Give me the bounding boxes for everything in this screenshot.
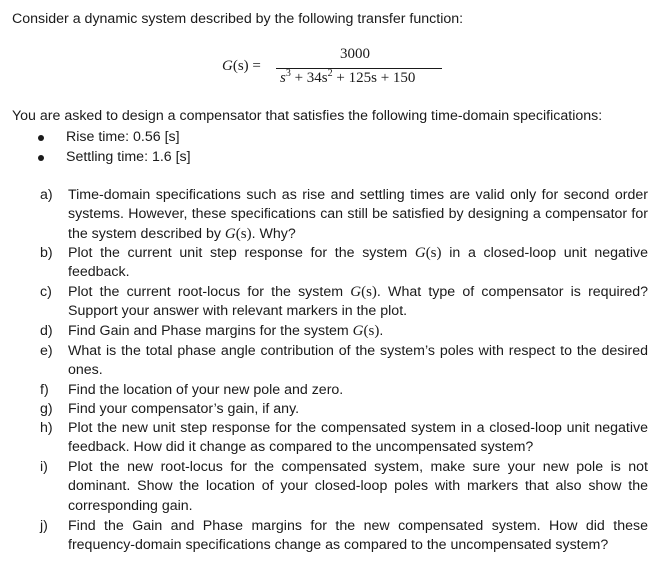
question-text-end: . Why? <box>251 225 296 242</box>
equation-lhs-symbol: G <box>222 58 233 74</box>
den-exp-2: 2 <box>327 68 333 79</box>
question-label: a) <box>40 187 53 203</box>
question-label: f) <box>40 382 49 398</box>
inline-math-gs: G(s) <box>414 245 442 261</box>
question-body: Plot the new unit step response for the compensated system in a closed-loop unit negative feedback. How did it change as compared to the uncompensated system? <box>68 420 648 456</box>
spec-settling-time: Settling time: 1.6 [s] <box>66 149 191 165</box>
question-label: c) <box>40 284 52 300</box>
question-body <box>68 186 648 244</box>
bullet-icon <box>38 155 44 161</box>
spec-rise-time: Rise time: 0.56 [s] <box>66 129 180 145</box>
question-body: What is the total phase angle contribution of the system’s poles with respect to the desired ones. <box>68 343 648 379</box>
intro-text: Consider a dynamic system described by the following transfer function: <box>12 11 464 27</box>
task-text: You are asked to design a compensator that satisfies the following time-domain specifications: <box>12 108 603 124</box>
inline-math-gs: G(s) <box>350 284 377 300</box>
question-body <box>68 244 648 283</box>
question-text: Plot the current unit step response for the system <box>68 245 415 261</box>
question-label: g) <box>40 401 53 417</box>
question-body <box>68 283 648 322</box>
question-label: d) <box>40 323 53 339</box>
question-label: i) <box>40 459 48 475</box>
question-b <box>40 244 648 283</box>
question-e <box>40 342 648 381</box>
den-exp-1: 3 <box>285 68 291 79</box>
fraction-bar <box>276 68 442 69</box>
question-j <box>40 517 648 556</box>
transfer-function-equation <box>222 46 452 90</box>
question-a <box>40 186 648 244</box>
question-d <box>40 322 648 341</box>
den-term-3: + 125s + 150 <box>332 70 416 86</box>
question-label: h) <box>40 420 53 436</box>
question-text: Time-domain specifications such as rise and settling times are valid only for second order systems. However, these specifications can still be satisfied by designing a compensator for the system described by <box>68 187 648 242</box>
den-term-2: + 34s <box>290 70 328 86</box>
question-i <box>40 458 648 516</box>
question-text: Plot the current root-locus for the system <box>68 284 351 300</box>
question-g <box>40 400 648 419</box>
question-label: e) <box>40 343 53 359</box>
question-c <box>40 283 648 322</box>
question-f <box>40 381 648 400</box>
question-body: Plot the new root-locus for the compensated system, make sure your new pole is not dominant. Show the location of your closed-loop poles with markers that also show the corresponding gain. <box>68 459 648 514</box>
inline-math-gs: G(s) <box>352 323 380 339</box>
question-label: j) <box>40 518 48 534</box>
equation-lhs <box>222 58 261 75</box>
inline-math-gs: G(s) <box>224 225 252 242</box>
question-body: Find your compensator’s gain, if any. <box>68 401 300 417</box>
question-body: Find the Gain and Phase margins for the new compensated system. How did these frequency-domain specifications change as compared to the uncompensated system? <box>68 518 648 554</box>
question-label: b) <box>40 245 53 261</box>
equation-lhs-arg: (s) = <box>232 58 261 74</box>
equation-numerator: 3000 <box>340 46 370 62</box>
den-term-1: s <box>280 70 286 86</box>
bullet-icon <box>38 135 44 141</box>
question-text-end: . What type of compensator is required? Support your answer with relevant markers in the plot. <box>68 284 649 320</box>
question-text: Find Gain and Phase margins for the system <box>68 323 353 339</box>
question-text-end: . <box>379 323 384 339</box>
question-body: Find the location of your new pole and zero. <box>68 382 344 398</box>
question-body <box>68 322 648 341</box>
question-text-end: in a closed-loop unit negative feedback. <box>68 245 648 281</box>
question-h <box>40 419 648 458</box>
equation-denominator <box>280 70 415 87</box>
